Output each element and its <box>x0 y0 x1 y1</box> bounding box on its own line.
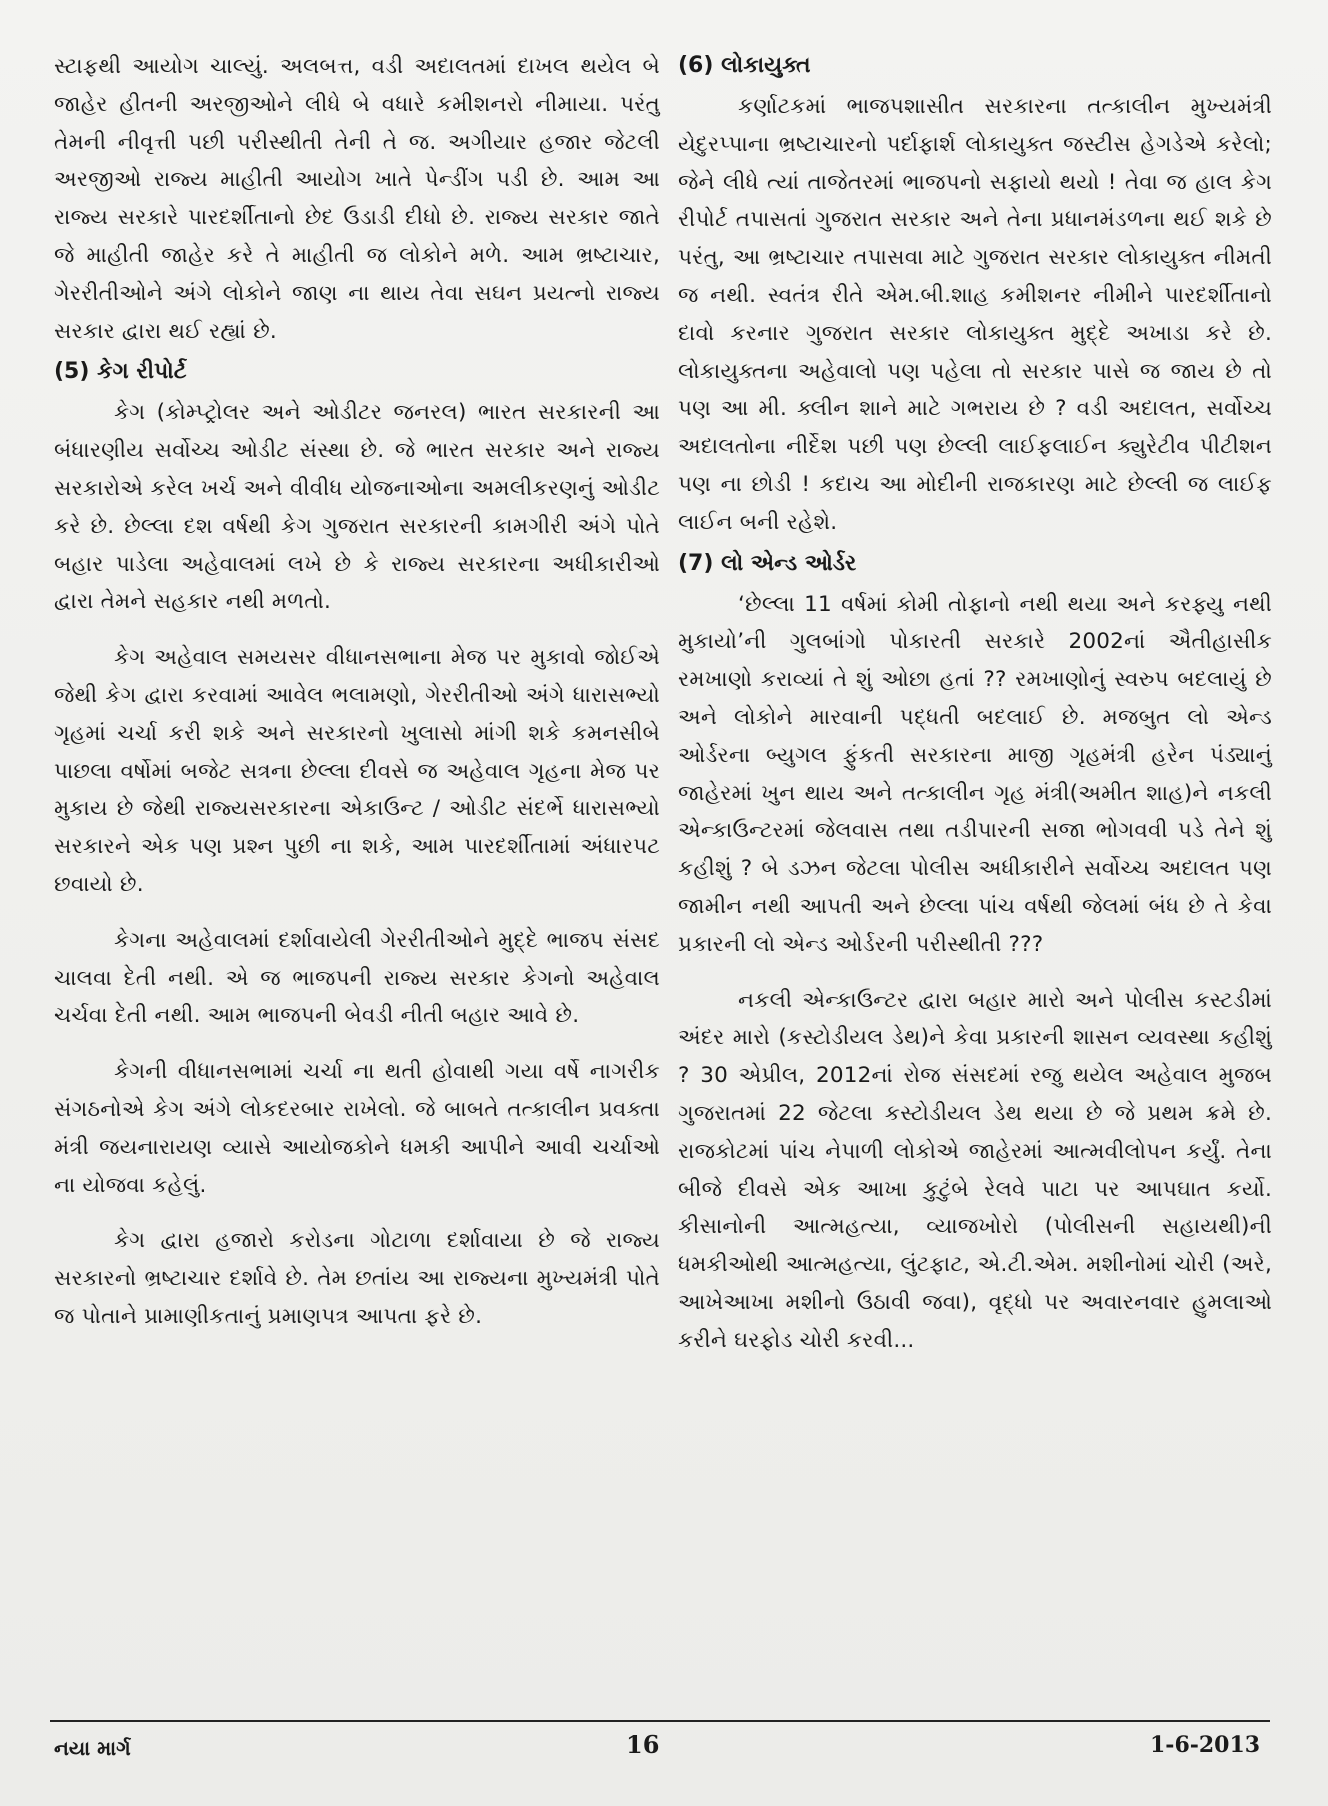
left-paragraph-4: કેગના અહેવાલમાં દર્શાવાયેલી ગેરરીતીઓને મુદ્દે ભાજપ સંસદ ચાલવા દેતી નથી. એ જ ભાજપની રાજ્ય સરકાર કેગનો અહેવાલ ચર્ચવા દેતી નથી. આમ ભાજપની બેવડી નીતી બહાર આવે છે. <box>54 927 660 1029</box>
section-heading-7-law-and-order: (7) લો એન્ડ ઓર્ડર <box>678 550 857 576</box>
left-paragraph-3: કેગ અહેવાલ સમયસર વીધાનસભાના મેજ પર મુકાવો જોઈએ જેથી કેગ દ્વારા કરવામાં આવેલ ભલામણો, ગેરરીતીઓ અંગે ધારાસભ્યો ગૃહમાં ચર્ચા કરી શકે અને સરકારનો ખુલાસો માંગી શકે કમનસીબે પાછલા વર્ષોમાં બજેટ સત્રના છેલ્લા દીવસે જ અહેવાલ ગૃહના મેજ પર મુકાય છે જેથી રાજ્યસરકારના એકાઉન્ટ / ઓડીટ સંદર્ભે ધારાસભ્યો સરકારને એક પણ પ્રશ્ન પુછી ના શકે, આમ પારદર્શીતામાં અંધારપટ છવાયો છે. <box>54 645 660 897</box>
right-paragraph-1: કર્ણાટકમાં ભાજપશાસીત સરકારના તત્કાલીન મુખ્યમંત્રી યેદુરપ્પાના ભ્રષ્ટાચારનો પર્દાફાર્શ લોકાયુક્ત જસ્ટીસ હેગડેએ કરેલો; જેને લીધે ત્યાં તાજેતરમાં ભાજપનો સફાયો થયો ! તેવા જ હાલ કેગ રીપોર્ટ તપાસતાં ગુજરાત સરકાર અને તેના પ્રધાનમંડળના થઈ શકે છે પરંતુ, આ ભ્રષ્ટાચાર તપાસવા માટે ગુજરાત સરકાર લોકાયુક્ત નીમતી જ નથી. સ્વતંત્ર રીતે એમ.બી.શાહ કમીશનર નીમીને પારદર્શીતાનો દાવો કરનાર ગુજરાત સરકાર લોકાયુક્ત મુદ્દે અખાડા કરે છે. લોકાયુક્તના અહેવાલો પણ પહેલા તો સરકાર પાસે જ જાય છે તો પણ આ મી. ક્લીન શાને માટે ગભરાય છે ? વડી અદાલત, સર્વોચ્ચ અદાલતોના નીર્દેશ પછી પણ છેલ્લી લાઈફલાઈન ક્યુરેટીવ પીટીશન પણ ના છોડી ! કદાચ આ મોદીની રાજકારણ માટે છેલ્લી જ લાઈફ લાઈન બની રહેશે. <box>678 94 1272 535</box>
publication-name: નયા માર્ગ <box>54 1736 131 1760</box>
page-number: 16 <box>626 1730 660 1759</box>
right-paragraph-2: ‘છેલ્લા 11 વર્ષમાં કોમી તોફાનો નથી થયા અને કરફ્યુ નથી મુકાયો’ની ગુલબાંગો પોકારતી સરકારે 2002નાં ઐતીહાસીક રમખાણો કરાવ્યાં તે શું ઓછા હતાં ?? રમખાણોનું સ્વરુપ બદલાયું છે અને લોકોને મારવાની પદ્ધતી બદલાઈ છે. મજબુત લો એન્ડ ઓર્ડરના બ્યુગલ ફુંકતી સરકારના માજી ગૃહમંત્રી હરેન પંડ્યાનું જાહેરમાં ખુન થાય અને તત્કાલીન ગૃહ મંત્રી(અમીત શાહ)ને નકલી એન્કાઉન્ટરમાં જેલવાસ તથા તડીપારની સજા ભોગવવી પડે તેને શું કહીશું ? બે ડઝન જેટલા પોલીસ અધીકારીને સર્વોચ્ચ અદાલત પણ જામીન નથી આપતી અને છેલ્લા પાંચ વર્ષથી જેલમાં બંધ છે તે કેવા પ્રકારની લો એન્ડ ઓર્ડરની પરીસ્થીતી ??? <box>678 591 1272 957</box>
section-heading-6-lokayukta: (6) લોકાયુક્ત <box>678 53 811 78</box>
left-paragraph-2: કેગ (કોમ્પ્ટ્રોલર અને ઓડીટર જનરલ) ભારત સરકારની આ બંધારણીય સર્વોચ્ચ ઓડીટ સંસ્થા છે. જે ભારત સરકાર અને રાજ્ય સરકારોએ કરેલ ખર્ચ અને વીવીધ યોજનાઓના અમલીકરણનું ઓડીટ કરે છે. છેલ્લા દશ વર્ષથી કેગ ગુજરાત સરકારની કામગીરી અંગે પોતે બહાર પાડેલા અહેવાલમાં લખે છે કે રાજ્ય સરકારના અધીકારીઓ દ્વારા તેમને સહકાર નથી મળતો. <box>54 400 660 615</box>
left-paragraph-5: કેગની વીધાનસભામાં ચર્ચા ના થતી હોવાથી ગયા વર્ષે નાગરીક સંગઠનોએ કેગ અંગે લોકદરબાર રાખેલો. જે બાબતે તત્કાલીન પ્રવક્તા મંત્રી જયનારાયણ વ્યાસે આયોજકોને ધમકી આપીને આવી ચર્ચાઓ ના યોજવા કહેલું. <box>54 1059 660 1198</box>
section-heading-5-cag-report: (5) કેગ રીપોર્ટ <box>54 359 187 385</box>
issue-date: 1-6-2013 <box>1150 1732 1261 1758</box>
footer-divider <box>50 1720 1270 1722</box>
right-column <box>678 48 1272 1360</box>
left-paragraph-1: સ્ટાફથી આયોગ ચાલ્યું. અલબત્ત, વડી અદાલતમાં દાખલ થયેલ બે જાહેર હીતની અરજીઓને લીધે બે વધારે કમીશનરો નીમાયા. પરંતુ તેમની નીવૃત્તી પછી પરીસ્થીતી તેની તે જ. અગીયાર હજાર જેટલી અરજીઓ રાજ્ય માહીતી આયોગ ખાતે પેન્ડીંગ પડી છે. આમ આ રાજ્ય સરકારે પારદર્શીતાનો છેદ ઉડાડી દીધો છે. રાજ્ય સરકાર જાતે જે માહીતી જાહેર કરે તે માહીતી જ લોકોને મળે. આમ ભ્રષ્ટાચાર, ગેરરીતીઓને અંગે લોકોને જાણ ના થાય તેવા સઘન પ્રયત્નો રાજ્ય સરકાર દ્વારા થઈ રહ્યાં છે. <box>54 54 660 344</box>
left-column <box>54 48 660 1336</box>
left-paragraph-6: કેગ દ્વારા હજારો કરોડના ગોટાળા દર્શાવાયા છે જે રાજ્ય સરકારનો ભ્રષ્ટાચાર દર્શાવે છે. તેમ છતાંય આ રાજ્યના મુખ્યમંત્રી પોતે જ પોતાને પ્રામાણીકતાનું પ્રમાણપત્ર આપતા ફરે છે. <box>54 1228 660 1329</box>
right-paragraph-3: નકલી એન્કાઉન્ટર દ્વારા બહાર મારો અને પોલીસ કસ્ટડીમાં અંદર મારો (કસ્ટોડીયલ ડેથ)ને કેવા પ્રકારની શાસન વ્યવસ્થા કહીશું ? 30 એપ્રીલ, 2012નાં રોજ સંસદમાં રજુ થયેલ અહેવાલ મુજબ ગુજરાતમાં 22 જેટલા કસ્ટોડીયલ ડેથ થયા છે જે પ્રથમ ક્રમે છે. રાજકોટમાં પાંચ નેપાળી લોકોએ જાહેરમાં આત્મવીલોપન કર્યું. તેના બીજે દીવસે એક આખા કુટુંબે રેલવે પાટા પર આપઘાત કર્યો. કીસાનોની આત્મહત્યા, વ્યાજખોરો (પોલીસની સહાયથી)ની ધમકીઓથી આત્મહત્યા, લુંટફાટ, એ.ટી.એમ. મશીનોમાં ચોરી (અરે, આખેઆખા મશીનો ઉઠાવી જવા), વૃદ્ધો પર અવારનવાર હુમલાઓ કરીને ઘરફોડ ચોરી કરવી... <box>678 987 1272 1353</box>
